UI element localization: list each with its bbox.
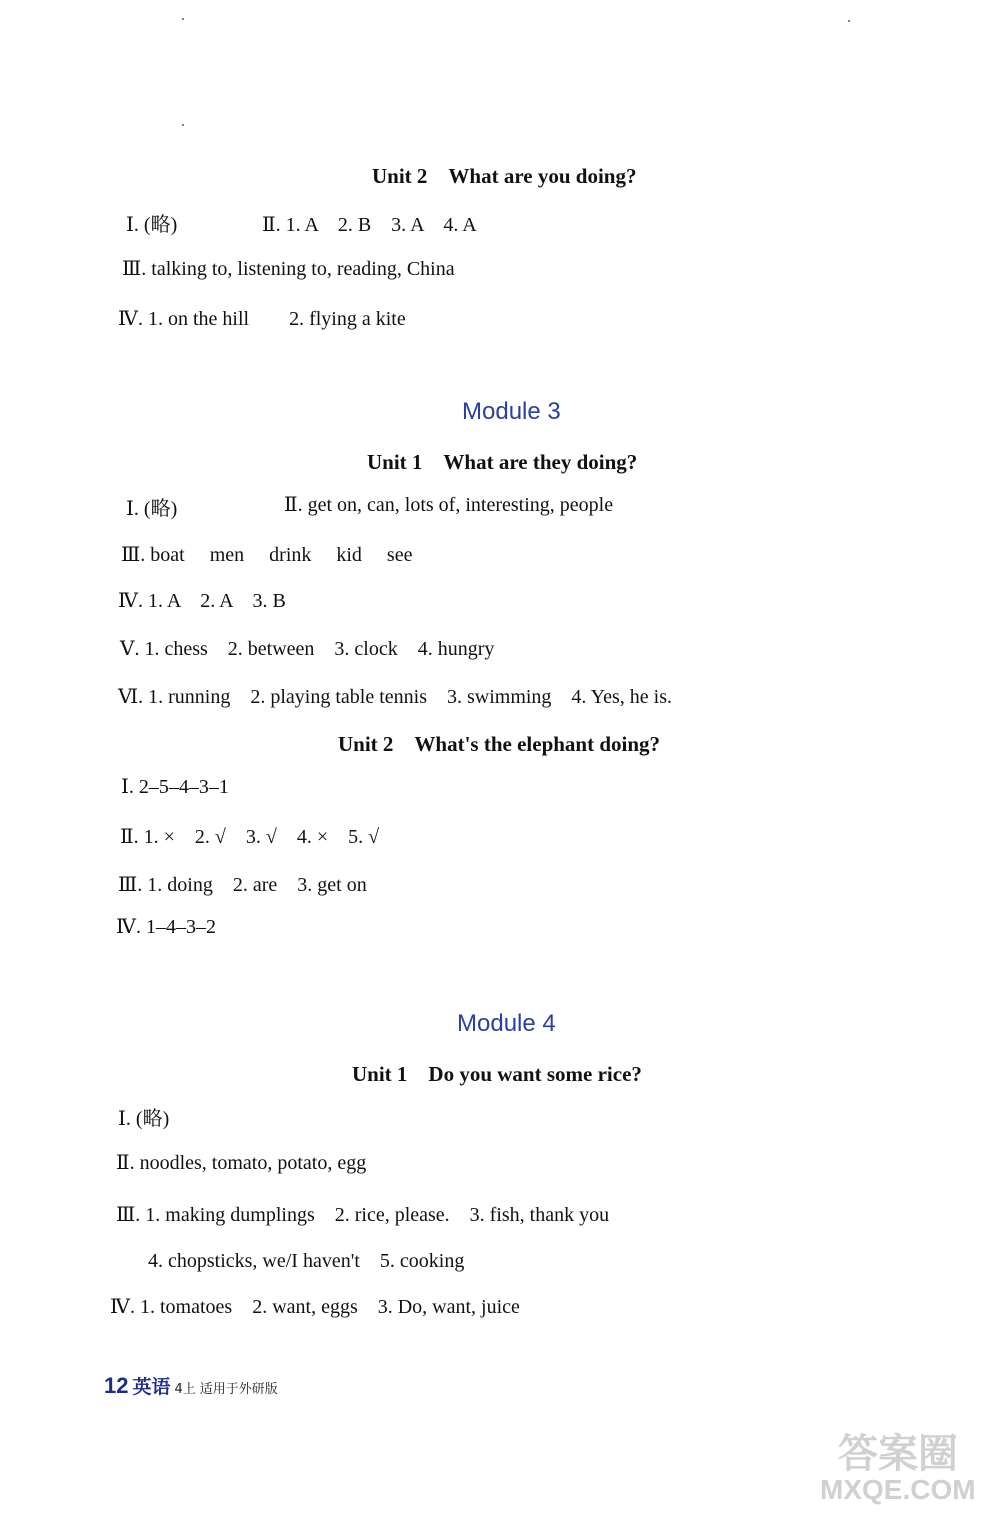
answer-text: 1. doing 2. are 3. get on bbox=[147, 874, 367, 896]
section-numeral: Ⅲ. bbox=[116, 1204, 141, 1226]
answer-line bbox=[118, 680, 672, 709]
section-numeral: Ⅱ. bbox=[284, 494, 303, 516]
answer-line bbox=[116, 914, 216, 939]
answer-line bbox=[126, 208, 177, 237]
answer-text: get on, can, lots of, interesting, people bbox=[307, 494, 614, 516]
section-numeral: Ⅱ. bbox=[120, 826, 139, 848]
answer-text: 1. A 2. B 3. A 4. A bbox=[285, 214, 477, 236]
edition-label: 适用于外研版 bbox=[199, 1382, 278, 1397]
answer-line bbox=[121, 538, 412, 567]
subject-label: 英语 bbox=[132, 1376, 171, 1398]
answer-line bbox=[118, 1102, 169, 1131]
section-numeral: Ⅲ. bbox=[118, 874, 143, 896]
answer-line bbox=[118, 584, 286, 613]
module-title-3: Module 3 bbox=[462, 398, 561, 425]
answer-text: 1. A 2. A 3. B bbox=[147, 590, 286, 612]
answer-text: (略) bbox=[143, 214, 178, 236]
grade-label: 4上 bbox=[174, 1382, 196, 1397]
watermark-url: MXQE.COM bbox=[820, 1474, 976, 1505]
scan-speck bbox=[182, 124, 184, 126]
scan-speck bbox=[848, 20, 850, 22]
answer-text: (略) bbox=[135, 1108, 170, 1130]
unit-title-m2u2: Unit 2 What are you doing? bbox=[372, 164, 637, 188]
section-numeral: Ⅱ. bbox=[262, 214, 281, 236]
section-numeral: Ⅳ. bbox=[116, 916, 141, 938]
answer-line bbox=[116, 1150, 366, 1175]
answer-line bbox=[120, 820, 379, 849]
answer-line bbox=[110, 1290, 520, 1319]
answer-line bbox=[262, 208, 477, 237]
answer-line bbox=[148, 1244, 464, 1273]
answer-text: boat men drink kid see bbox=[150, 544, 413, 566]
answer-text: 1. running 2. playing table tennis 3. swimming 4. Yes, he is. bbox=[148, 686, 673, 708]
page-footer bbox=[104, 1372, 278, 1399]
answer-text: 1. tomatoes 2. want, eggs 3. Do, want, juice bbox=[139, 1296, 520, 1318]
answer-text: 1. on the hill 2. flying a kite bbox=[147, 308, 406, 330]
watermark-logo: 答案圈 bbox=[838, 1432, 958, 1476]
unit-title-m4u1: Unit 1 Do you want some rice? bbox=[352, 1062, 642, 1086]
answer-text: 1. × 2. √ 3. √ 4. × 5. √ bbox=[143, 826, 380, 848]
unit-title-m3u1: Unit 1 What are they doing? bbox=[367, 450, 638, 474]
answer-line bbox=[118, 302, 406, 331]
answer-text: 1–4–3–2 bbox=[145, 916, 216, 938]
section-numeral: Ⅵ. bbox=[118, 686, 144, 708]
section-numeral: Ⅰ. bbox=[126, 214, 139, 236]
section-numeral: Ⅴ. bbox=[120, 638, 140, 660]
answer-text: noodles, tomato, potato, egg bbox=[139, 1152, 367, 1174]
answer-text: 2–5–4–3–1 bbox=[138, 776, 229, 798]
section-numeral: Ⅰ. bbox=[118, 1108, 131, 1130]
answer-line bbox=[122, 256, 455, 281]
answer-text: 1. chess 2. between 3. clock 4. hungry bbox=[144, 638, 495, 660]
answer-line bbox=[121, 774, 229, 799]
scan-speck bbox=[182, 18, 184, 20]
answer-text: 1. making dumplings 2. rice, please. 3. fish, thank you bbox=[145, 1204, 610, 1226]
section-numeral: Ⅰ. bbox=[121, 776, 134, 798]
answer-line bbox=[126, 492, 177, 521]
answer-line bbox=[284, 492, 613, 517]
answer-line bbox=[120, 632, 494, 661]
section-numeral: Ⅲ. bbox=[121, 544, 146, 566]
module-title-4: Module 4 bbox=[457, 1010, 556, 1037]
section-numeral: Ⅰ. bbox=[126, 498, 139, 520]
answer-text: 4. chopsticks, we/I haven't 5. cooking bbox=[148, 1250, 465, 1272]
answer-line bbox=[118, 868, 367, 897]
section-numeral: Ⅲ. bbox=[122, 258, 147, 280]
answer-line bbox=[116, 1198, 609, 1227]
section-numeral: Ⅳ. bbox=[118, 308, 143, 330]
answer-text: (略) bbox=[143, 498, 178, 520]
page-number: 12 bbox=[104, 1373, 129, 1398]
section-numeral: Ⅱ. bbox=[116, 1152, 135, 1174]
section-numeral: Ⅳ. bbox=[118, 590, 143, 612]
answer-text: talking to, listening to, reading, China bbox=[151, 258, 455, 280]
unit-title-m3u2: Unit 2 What's the elephant doing? bbox=[338, 732, 661, 756]
section-numeral: Ⅳ. bbox=[110, 1296, 135, 1318]
